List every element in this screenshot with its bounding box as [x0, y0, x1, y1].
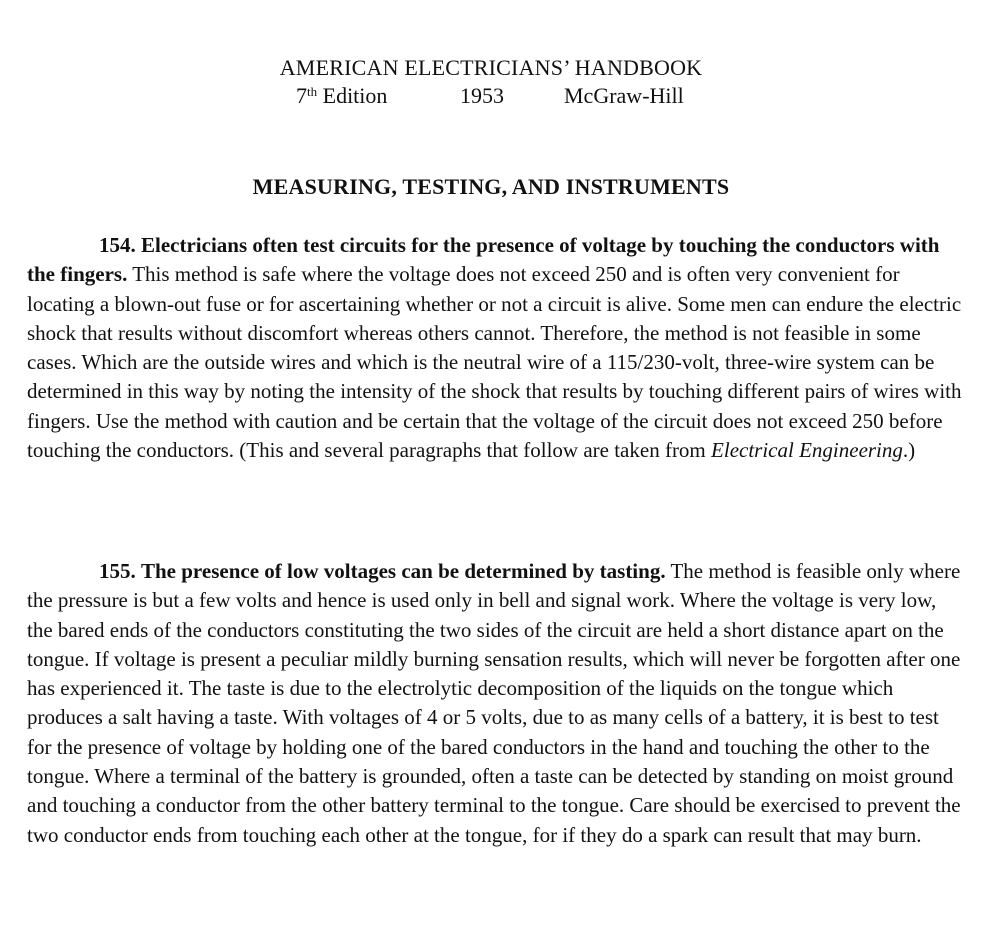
paragraph-number: 154. — [99, 233, 136, 257]
paragraph-body: The method is feasible only where the pressure is but a few volts and hence is used only in bell and signal work. Where the voltage is very low, the bared ends of the conductors constituting the two sides of the circuit are held a short distance apart on the tongue. If voltage is present a peculiar mildly burning sensation results, which will never be forgotten after one has experienced it. The taste is due to the electrolytic decomposition of the liquids on the tongue which produces a salt having a taste. With voltages of 4 or 5 volts, due to as many cells of a battery, it is best to test for the presence of voltage by holding one of the bared conductors in the hand and touching the other to the tongue. Where a terminal of the battery is grounded, often a taste can be detected by standing on moist ground and touching a conductor from the other battery terminal to the tongue. Care should be exercised to prevent the two conductor ends from touching each other at the tongue, for if they do a spark can result that may burn. — [27, 559, 961, 847]
paragraph-body: This method is safe where the voltage does not exceed 250 and is often very convenient for locating a blown-out fuse or for ascertaining whether or not a circuit is alive. Some men can endure the electric shock that results without discomfort whereas others cannot. Therefore, the method is not feasible in some cases. Which are the outside wires and which is the neutral wire of a 115/230-volt, three-wire system can be determined in this way by noting the intensity of the shock that results by touching different pairs of wires with fingers. Use the method with caution and be certain that the voltage of the circuit does not exceed 250 before touching the conductors. (This and several paragraphs that follow are taken from — [27, 262, 962, 463]
book-title: AMERICAN ELECTRICIANS’ HANDBOOK — [279, 55, 703, 80]
paragraph-lead: The presence of low voltages can be determined by tasting. — [141, 559, 666, 583]
paragraph-tail: .) — [902, 438, 916, 463]
paragraph-text — [27, 231, 962, 465]
edition-suffix: th — [307, 84, 318, 99]
paragraph-155 — [27, 557, 962, 850]
section-title: MEASURING, TESTING, AND INSTRUMENTS — [252, 174, 730, 199]
paragraph-lead: Electricians often test circuits for the presence of voltage by touching the conductors with the fingers. — [27, 233, 940, 287]
edition-number: 7 — [296, 83, 307, 108]
paragraph-154 — [27, 231, 962, 465]
book-header — [0, 54, 982, 110]
paragraph-text — [27, 557, 962, 850]
edition-line — [0, 82, 982, 110]
publisher: McGraw-Hill — [564, 83, 684, 108]
edition-word: Edition — [322, 83, 388, 108]
source-title: Electrical Engineering — [711, 438, 903, 463]
publication-year: 1953 — [460, 83, 504, 108]
edition — [296, 82, 387, 110]
paragraph-number: 155. — [99, 559, 136, 583]
